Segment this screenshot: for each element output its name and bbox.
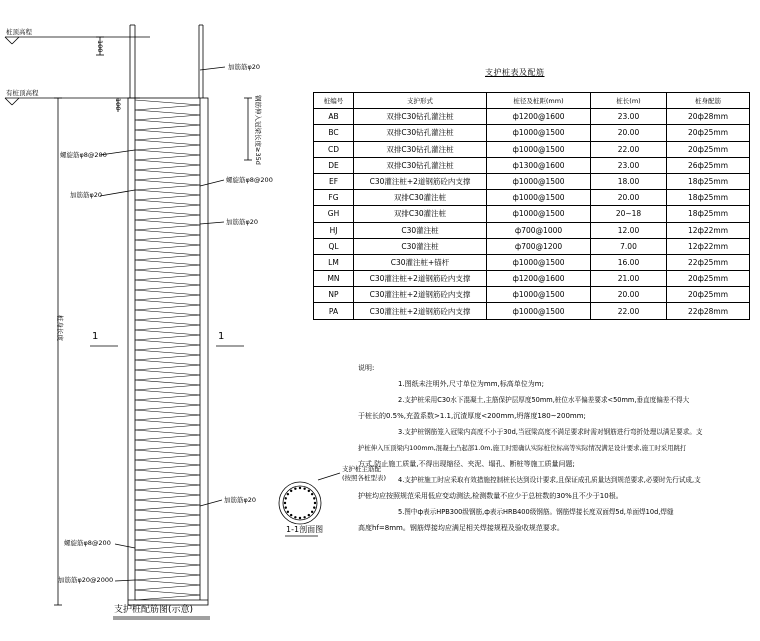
table-row bbox=[314, 157, 750, 173]
header-length: 桩长(m) bbox=[591, 93, 667, 109]
cell: 22.00 bbox=[591, 141, 667, 157]
spiral-stroke bbox=[135, 475, 200, 480]
spiral-stroke bbox=[135, 195, 200, 200]
spiral-stroke bbox=[135, 485, 200, 490]
spiral-stroke bbox=[135, 280, 200, 285]
spiral-bottom-label: 螺旋筋φ8@200 bbox=[64, 539, 111, 547]
cell: ф1000@1500 bbox=[487, 206, 591, 222]
cell: AB bbox=[314, 109, 354, 125]
spiral-stroke bbox=[135, 505, 200, 510]
cell: 12ф22mm bbox=[667, 238, 750, 254]
table-row bbox=[314, 271, 750, 287]
spiral-stroke bbox=[135, 265, 200, 270]
section-rebar-dot bbox=[299, 487, 301, 489]
spiral-stroke bbox=[135, 510, 200, 515]
cell: NP bbox=[314, 287, 354, 303]
cell: 18ф25mm bbox=[667, 190, 750, 206]
spiral-stroke bbox=[135, 585, 200, 590]
spiral-stroke bbox=[135, 165, 200, 170]
cell: C30灌注桩+2道钢筋砼内支撑 bbox=[354, 173, 487, 189]
spiral-stroke bbox=[135, 215, 200, 220]
note-line: 护桩均应按照规范采用低应变动测法,检测数量不应少于总桩数的30%且不少于10根。 bbox=[358, 492, 623, 500]
section-rebar-dot bbox=[285, 497, 287, 499]
spiral-stroke bbox=[135, 145, 200, 150]
drawing-title: 支护桩配筋图(示意) bbox=[114, 605, 194, 615]
cell: CD bbox=[314, 141, 354, 157]
cell: C30灌注桩+2道钢筋砼内支撑 bbox=[354, 287, 487, 303]
section-rebar-dot bbox=[313, 506, 315, 508]
cell: PA bbox=[314, 303, 354, 319]
cell: 20ф28mm bbox=[667, 109, 750, 125]
section-rebar-dot bbox=[287, 511, 289, 513]
cell: C30灌注桩+2道钢筋砼内支撑 bbox=[354, 271, 487, 287]
spiral-stroke bbox=[135, 270, 200, 275]
spiral-stroke bbox=[135, 220, 200, 225]
section-title: 1-1剖面图 bbox=[286, 525, 324, 534]
note-line: 高度hf=8mm。钢筋焊接均应满足相关焊接规程及验收规范要求。 bbox=[358, 524, 564, 532]
spiral-stroke bbox=[135, 415, 200, 420]
table-row bbox=[314, 254, 750, 270]
spiral-stroke bbox=[135, 535, 200, 540]
section-mark-left: 1 bbox=[92, 331, 99, 342]
spiral-stroke bbox=[135, 370, 200, 375]
table-row bbox=[314, 125, 750, 141]
spiral-stroke bbox=[135, 240, 200, 245]
spiral-stroke bbox=[135, 555, 200, 560]
spiral-stroke bbox=[135, 245, 200, 250]
note-line: 于桩长的0.5%,充盈系数>1.1,沉渣厚度<200mm,坍落度180~200mm; bbox=[358, 412, 586, 420]
spiral-stroke bbox=[135, 470, 200, 475]
spiral-stroke bbox=[135, 395, 200, 400]
cell: 18.00 bbox=[591, 173, 667, 189]
section-rebar-dot bbox=[308, 490, 310, 492]
note-line: 2.支护桩采用C30水下混凝土,主筋保护层厚度50mm,桩位水平偏差要求<50mm,垂直度偏差不得大 bbox=[398, 396, 690, 404]
cell: ф1000@1500 bbox=[487, 173, 591, 189]
spiral-stroke bbox=[135, 170, 200, 175]
spiral-stroke bbox=[135, 545, 200, 550]
cell: 12.00 bbox=[591, 222, 667, 238]
section-rebar-dot bbox=[314, 502, 316, 504]
header-diameter: 桩径及桩距(mm) bbox=[487, 93, 591, 109]
note-line: 4.支护桩施工时应采取有效措施控制桩长达到设计要求,且保证成孔质量达到规范要求,必要时先行试成,支 bbox=[398, 476, 701, 484]
spiral-stroke bbox=[135, 330, 200, 335]
spiral-stroke bbox=[135, 305, 200, 310]
cell: 22ф28mm bbox=[667, 303, 750, 319]
section-rebar-dot bbox=[308, 514, 310, 516]
bottom-bar-label: 加筋筋φ20 bbox=[224, 496, 257, 504]
spiral-stroke bbox=[135, 500, 200, 505]
cell: 20ф25mm bbox=[667, 141, 750, 157]
spiral-stroke bbox=[135, 320, 200, 325]
stiffener-bottom-label: 加筋筋φ20@2000 bbox=[58, 576, 114, 584]
cell: QL bbox=[314, 238, 354, 254]
cell: 22.00 bbox=[591, 303, 667, 319]
spiral-stroke bbox=[135, 100, 200, 105]
spiral-stroke bbox=[135, 285, 200, 290]
cell: ф1000@1500 bbox=[487, 303, 591, 319]
spiral-stroke bbox=[135, 565, 200, 570]
spiral-stroke bbox=[135, 450, 200, 455]
table-row bbox=[314, 109, 750, 125]
spiral-stroke bbox=[135, 525, 200, 530]
header-pile-no: 桩编号 bbox=[314, 93, 354, 109]
main-bar-top-label: 加筋筋φ20 bbox=[228, 63, 261, 71]
spiral-stroke bbox=[135, 310, 200, 315]
note-line: 5.图中ф表示HPB300级钢筋,ф表示HRB400级钢筋。钢筋焊接长度双面焊5d,单面焊10d,焊缝 bbox=[398, 508, 674, 516]
spiral-stroke bbox=[135, 360, 200, 365]
header-support-type: 支护形式 bbox=[354, 93, 487, 109]
spiral-stroke bbox=[135, 295, 200, 300]
spiral-stroke bbox=[135, 300, 200, 305]
spiral-stroke bbox=[135, 150, 200, 155]
spiral-stroke bbox=[135, 430, 200, 435]
section-rebar-dot bbox=[311, 493, 313, 495]
cell: ф1000@1500 bbox=[487, 254, 591, 270]
spiral-stroke bbox=[135, 540, 200, 545]
spiral-stroke bbox=[135, 465, 200, 470]
cell: ф1200@1600 bbox=[487, 109, 591, 125]
cell: 23.00 bbox=[591, 109, 667, 125]
spiral-stroke bbox=[135, 435, 200, 440]
table-row bbox=[314, 206, 750, 222]
spiral-stroke bbox=[135, 130, 200, 135]
spiral-stroke bbox=[135, 260, 200, 265]
spiral-stroke bbox=[135, 400, 200, 405]
cell: 7.00 bbox=[591, 238, 667, 254]
spiral-stroke bbox=[135, 255, 200, 260]
spiral-stroke bbox=[135, 390, 200, 395]
cell: C30灌注桩+锚杆 bbox=[354, 254, 487, 270]
cell: 20ф25mm bbox=[667, 271, 750, 287]
spiral-stroke bbox=[135, 480, 200, 485]
notes-heading: 说明: bbox=[358, 364, 375, 372]
table-header-row bbox=[314, 93, 750, 109]
cell: GH bbox=[314, 206, 354, 222]
spiral-stroke bbox=[135, 575, 200, 580]
cell: 23.00 bbox=[591, 157, 667, 173]
spiral-stroke bbox=[135, 125, 200, 130]
section-mark-right: 1 bbox=[218, 331, 225, 342]
table-row bbox=[314, 287, 750, 303]
cell: ф1000@1500 bbox=[487, 190, 591, 206]
cell: 20.00 bbox=[591, 125, 667, 141]
cell: HJ bbox=[314, 222, 354, 238]
spiral-stroke bbox=[135, 230, 200, 235]
table-row bbox=[314, 173, 750, 189]
section-rebar-dot bbox=[285, 506, 287, 508]
spiral-stroke bbox=[135, 155, 200, 160]
cell: ф1000@1500 bbox=[487, 287, 591, 303]
cell: 16.00 bbox=[591, 254, 667, 270]
spiral-stroke bbox=[135, 520, 200, 525]
spiral-stroke bbox=[135, 140, 200, 145]
cell: C30灌注桩 bbox=[354, 238, 487, 254]
spiral-top-label: 螺旋筋φ8@200 bbox=[60, 151, 107, 159]
section-rebar-dot bbox=[290, 490, 292, 492]
section-rebar-dot bbox=[303, 488, 305, 490]
anchor-length-label: 钢筋伸入冠梁长度≥35d bbox=[254, 95, 262, 165]
spiral-stroke bbox=[135, 595, 200, 600]
cell: 双排C30灌注桩 bbox=[354, 206, 487, 222]
pile-top-label: 桩顶高程 bbox=[6, 28, 32, 36]
cell: ф700@1000 bbox=[487, 222, 591, 238]
cell: 20ф25mm bbox=[667, 287, 750, 303]
cell: 双排C30钻孔灌注桩 bbox=[354, 109, 487, 125]
spiral-stroke bbox=[135, 405, 200, 410]
spiral-stroke bbox=[135, 490, 200, 495]
spiral-stroke bbox=[135, 355, 200, 360]
pile-length-label: 桩身长度 bbox=[56, 315, 64, 341]
section-rebar-dot bbox=[313, 497, 315, 499]
spiral-stroke bbox=[135, 425, 200, 430]
section-rebar-dot bbox=[290, 514, 292, 516]
note-line: 1.图纸未注明外,尺寸单位为mm,标高单位为m; bbox=[398, 380, 544, 388]
cell: 22ф25mm bbox=[667, 254, 750, 270]
spiral-stroke bbox=[135, 340, 200, 345]
table-row bbox=[314, 190, 750, 206]
spiral-stroke bbox=[135, 115, 200, 120]
spiral-stroke bbox=[135, 160, 200, 165]
spiral-stroke bbox=[135, 135, 200, 140]
spiral-stroke bbox=[135, 175, 200, 180]
spiral-stroke bbox=[135, 235, 200, 240]
spiral-stroke bbox=[135, 350, 200, 355]
cell: ф1300@1600 bbox=[487, 157, 591, 173]
cell: 18ф25mm bbox=[667, 206, 750, 222]
spiral-stroke bbox=[135, 445, 200, 450]
spiral-stroke bbox=[135, 210, 200, 215]
section-note-2: (按照各桩型表) bbox=[342, 474, 387, 482]
cell: 20.00 bbox=[591, 190, 667, 206]
top-dim-b: 100 bbox=[114, 98, 122, 111]
spiral-stroke bbox=[135, 495, 200, 500]
table-row bbox=[314, 303, 750, 319]
cell: 12ф22mm bbox=[667, 222, 750, 238]
cell: 20.00 bbox=[591, 287, 667, 303]
spiral-stroke bbox=[135, 410, 200, 415]
spiral-stroke bbox=[135, 590, 200, 595]
spiral-stroke bbox=[135, 375, 200, 380]
cell: ф1000@1500 bbox=[487, 125, 591, 141]
header-rebar: 桩身配筋 bbox=[667, 93, 750, 109]
spiral-stroke bbox=[135, 580, 200, 585]
note-line: 护桩伸入压顶梁内100mm,混凝土凸起部1.0m,施工时需确认实际桩位标高等实际情况满足设计要求,施工时采用跳打 bbox=[358, 444, 687, 452]
note-line: 方式,防止施工质量,不得出现缩径、夹泥、塌孔、断桩等施工质量问题; bbox=[358, 460, 575, 468]
spiral-stroke bbox=[135, 225, 200, 230]
section-note-1: 支护桩主筋配 bbox=[342, 465, 381, 473]
table-row bbox=[314, 238, 750, 254]
spiral-stroke bbox=[135, 380, 200, 385]
spiral-stroke bbox=[135, 190, 200, 195]
stiffener-top-label: 加筋筋φ20 bbox=[70, 191, 103, 199]
section-rebar-dot bbox=[294, 488, 296, 490]
section-rebar-dot bbox=[299, 517, 301, 519]
spiral-stroke bbox=[135, 275, 200, 280]
spiral-stroke bbox=[135, 335, 200, 340]
section-rebar-dot bbox=[294, 516, 296, 518]
spiral-stroke bbox=[135, 385, 200, 390]
spiral-stroke bbox=[135, 530, 200, 535]
spiral-stroke bbox=[135, 550, 200, 555]
section-rebar-dot bbox=[284, 502, 286, 504]
cell: 20~18 bbox=[591, 206, 667, 222]
spiral-stroke bbox=[135, 365, 200, 370]
cell: 双排C30钻孔灌注桩 bbox=[354, 157, 487, 173]
spiral-stroke bbox=[135, 560, 200, 565]
cell: 26ф25mm bbox=[667, 157, 750, 173]
cell: ф700@1200 bbox=[487, 238, 591, 254]
section-rebar-dot bbox=[303, 516, 305, 518]
spiral-stroke bbox=[135, 455, 200, 460]
cell: 双排C30钻孔灌注桩 bbox=[354, 125, 487, 141]
cell: ф1000@1500 bbox=[487, 141, 591, 157]
spiral-stroke bbox=[135, 325, 200, 330]
section-rebar-dot bbox=[311, 511, 313, 513]
stiffener-right-label: 加筋筋φ20 bbox=[226, 218, 259, 226]
cell: EF bbox=[314, 173, 354, 189]
top-dim-a: 100 bbox=[96, 40, 104, 53]
spiral-stroke bbox=[135, 420, 200, 425]
spiral-right-label: 螺旋筋φ8@200 bbox=[226, 176, 273, 184]
table-row bbox=[314, 141, 750, 157]
spiral-stroke bbox=[135, 105, 200, 110]
table-row bbox=[314, 222, 750, 238]
section-rebar-dot bbox=[287, 493, 289, 495]
cell: FG bbox=[314, 190, 354, 206]
spiral-stroke bbox=[135, 200, 200, 205]
spiral-stroke bbox=[135, 110, 200, 115]
cell: DE bbox=[314, 157, 354, 173]
cell: 20ф25mm bbox=[667, 125, 750, 141]
note-line: 3.支护桩钢筋笼入冠梁内高度不小于30d,当冠梁高度不满足要求时需对钢筋进行弯折处理以满足要求。支 bbox=[398, 428, 703, 436]
cell: 21.00 bbox=[591, 271, 667, 287]
spiral-stroke bbox=[135, 180, 200, 185]
spiral-stroke bbox=[135, 570, 200, 575]
cell: MN bbox=[314, 271, 354, 287]
spiral-stroke bbox=[135, 460, 200, 465]
cell: BC bbox=[314, 125, 354, 141]
spiral-stroke bbox=[135, 440, 200, 445]
cell: 18ф25mm bbox=[667, 173, 750, 189]
spiral-stroke bbox=[135, 185, 200, 190]
spiral-stroke bbox=[135, 250, 200, 255]
cell: LM bbox=[314, 254, 354, 270]
cell: C30灌注桩+2道钢筋砼内支撑 bbox=[354, 303, 487, 319]
cell: 双排C30钻孔灌注桩 bbox=[354, 141, 487, 157]
spiral-stroke bbox=[135, 205, 200, 210]
spiral-stroke bbox=[135, 290, 200, 295]
spiral-stroke bbox=[135, 315, 200, 320]
cell: C30灌注桩 bbox=[354, 222, 487, 238]
cell: 双排C30灌注桩 bbox=[354, 190, 487, 206]
spiral-stroke bbox=[135, 515, 200, 520]
table-title: 支护桩表及配筋 bbox=[485, 68, 545, 77]
spiral-stroke bbox=[135, 120, 200, 125]
cell: ф1200@1600 bbox=[487, 271, 591, 287]
pile-table bbox=[313, 92, 750, 320]
design-ground-label: 有桩顶高程 bbox=[6, 89, 39, 97]
spiral-stroke bbox=[135, 345, 200, 350]
